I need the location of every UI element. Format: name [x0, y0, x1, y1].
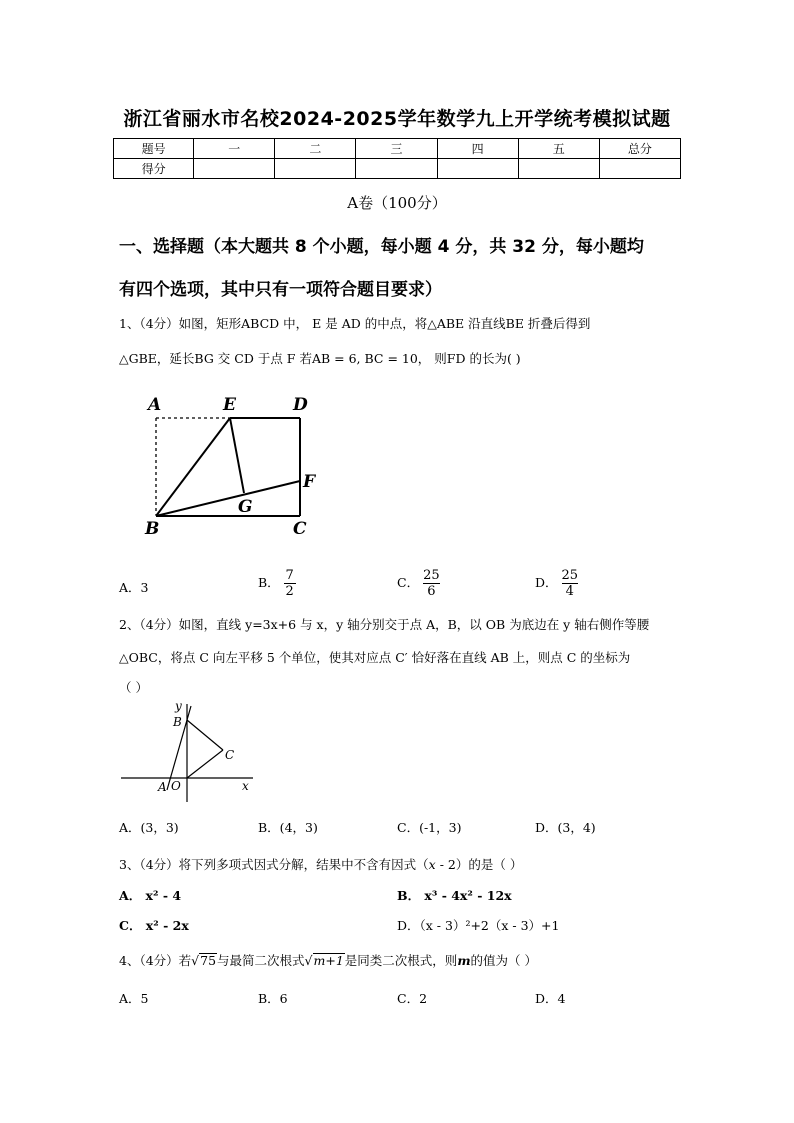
score-cell-empty [275, 159, 356, 179]
denominator: 2 [285, 584, 294, 599]
q2-figure [119, 698, 253, 806]
q2-option-c[interactable]: C．(-1，3) [397, 820, 462, 835]
score-table-header-row [114, 139, 681, 159]
option-label: B． [258, 575, 280, 590]
score-cell-empty [518, 159, 599, 179]
q1-option-b[interactable] [258, 568, 296, 599]
part-heading-line1: 一、选择题（本大题共 8 个小题，每小题 4 分，共 32 分，每小题均 [119, 237, 644, 257]
q3-stem-text-end: - 2）的是（ ） [435, 857, 523, 872]
q1-stem-line1: 1、（4分）如图，矩形ABCD 中， E 是 AD 的中点，将△ABE 沿直线BE 折叠后得到 [119, 316, 591, 331]
q1-fig-label-f: F [303, 472, 316, 492]
q1-fig-label-a: A [148, 395, 162, 415]
q2-fig-bc [187, 720, 223, 750]
page-title: 浙江省丽水市名校2024-2025学年数学九上开学统考模拟试题 [123, 108, 671, 130]
q1-stem-text-end: ， 则FD 的长为( ) [417, 351, 521, 366]
q1-figure [140, 390, 330, 540]
fraction [423, 568, 440, 599]
q4-option-a[interactable]: A．5 [119, 991, 149, 1006]
q4-stem-text-4: 的值为（ ） [470, 953, 538, 968]
q1-fig-label-c: C [293, 519, 307, 539]
option-label: C． [397, 575, 420, 590]
q1-option-a[interactable]: A．3 [119, 580, 149, 595]
q2-stem-line3: （ ） [119, 680, 148, 695]
q4-stem-text-2: 与最简二次根式 [217, 953, 305, 968]
q2-stem-line1: 2、（4分）如图，直线 y=3x+6 与 x，y 轴分别交于点 A，B，以 OB 为底边在 y 轴右侧作等腰 [119, 617, 650, 632]
q2-fig-label-x: x [242, 779, 249, 793]
score-cell: 一 [194, 139, 275, 159]
q3-stem [119, 855, 522, 873]
q4-stem [119, 951, 537, 969]
score-cell: 四 [437, 139, 518, 159]
q2-fig-label-o: O [171, 779, 181, 793]
score-table [113, 138, 681, 179]
numerator: 25 [423, 568, 440, 583]
q2-option-d[interactable]: D．(3，4) [535, 820, 596, 835]
score-cell: 三 [356, 139, 437, 159]
q1-option-d[interactable] [535, 568, 578, 599]
q4-stem-text: 4、（4分）若 [119, 953, 192, 968]
score-cell: 得分 [114, 159, 194, 179]
q1-fig-label-e: E [223, 395, 236, 415]
q2-fig-label-c: C [225, 748, 235, 762]
q2-fig-label-a: A [158, 780, 167, 794]
sqrt-sign-icon: √ [191, 953, 200, 968]
fraction [284, 568, 296, 599]
q1-fig-label-g: G [238, 497, 253, 517]
section-heading: A卷（100分） [347, 194, 447, 212]
score-cell: 五 [518, 139, 599, 159]
part-heading-line2: 有四个选项，其中只有一项符合题目要求） [119, 280, 442, 300]
q1-stem-math: AB = 6, BC = 10 [311, 351, 418, 366]
numerator: 7 [285, 568, 294, 583]
q1-fig-label-d: D [293, 395, 308, 415]
q2-fig-oc [187, 750, 223, 778]
denominator: 4 [565, 584, 574, 599]
q4-radicand-1: 75 [200, 953, 217, 968]
fraction [562, 568, 579, 599]
score-cell-empty [194, 159, 275, 179]
q1-fig-eg [230, 418, 244, 493]
score-cell-empty [437, 159, 518, 179]
q4-stem-var: m [457, 953, 471, 968]
score-table-score-row [114, 159, 681, 179]
score-cell: 题号 [114, 139, 194, 159]
q4-option-c[interactable]: C．2 [397, 991, 428, 1006]
score-cell-empty [356, 159, 437, 179]
q2-fig-label-y: y [175, 699, 182, 713]
q1-option-c[interactable] [397, 568, 440, 599]
q3-option-b[interactable]: B． x³ - 4x² - 12x [397, 888, 512, 903]
numerator: 25 [561, 568, 579, 583]
q1-fig-label-b: B [145, 519, 160, 539]
q3-stem-text: 3、（4分）将下列多项式因式分解，结果中不含有因式（ [119, 857, 429, 872]
q3-option-d[interactable]: D．（x - 3）²+2（x - 3）+1 [397, 918, 560, 933]
q1-stem-line2 [119, 349, 521, 367]
score-cell-empty [599, 159, 680, 179]
sqrt-sign-icon: √ [304, 953, 313, 968]
q2-stem-line2: △OBC，将点 C 向左平移 5 个单位，使其对应点 C′ 恰好落在直线 AB 上，则点 C 的坐标为 [119, 650, 631, 665]
option-label: D． [535, 575, 558, 590]
score-cell: 二 [275, 139, 356, 159]
q4-option-b[interactable]: B．6 [258, 991, 288, 1006]
q4-radicand-2: m+1 [313, 953, 344, 968]
q3-option-c[interactable]: C． x² - 2x [119, 918, 189, 933]
q3-option-a[interactable]: A． x² - 4 [119, 888, 182, 903]
q1-stem-text: △GBE，延长BG 交 CD 于点 F 若 [119, 351, 312, 366]
score-cell: 总分 [599, 139, 680, 159]
q4-option-d[interactable]: D．4 [535, 991, 566, 1006]
denominator: 6 [427, 584, 436, 599]
q2-option-b[interactable]: B．(4，3) [258, 820, 318, 835]
q3-stem-var: x [428, 857, 436, 872]
q2-option-a[interactable]: A．(3，3) [119, 820, 179, 835]
q4-stem-text-3: 是同类二次根式，则 [344, 953, 458, 968]
q2-fig-label-b: B [173, 715, 182, 729]
